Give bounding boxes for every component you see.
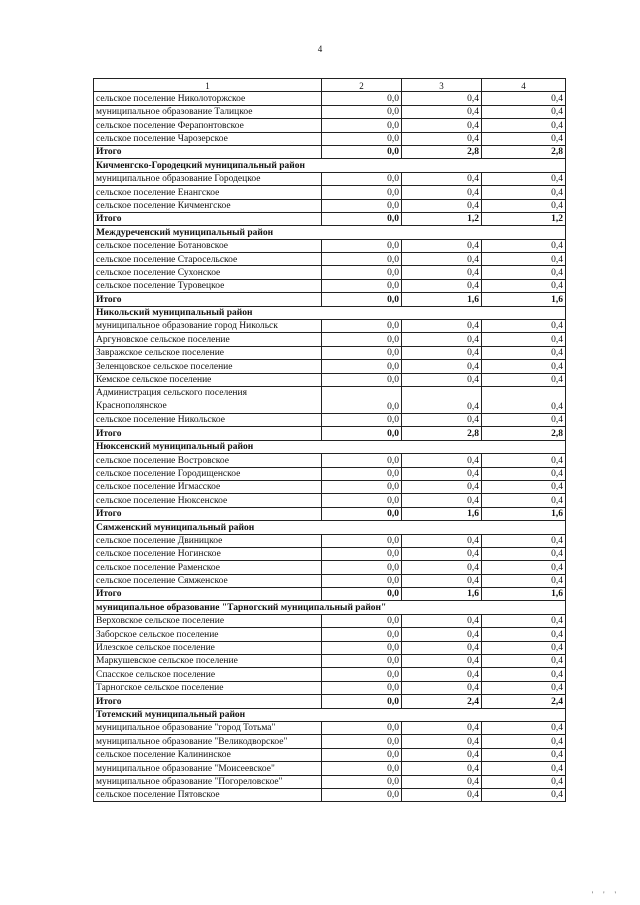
value-col-3-cell: 1,2 [402,212,482,225]
value-col-4-cell: 0,4 [482,105,566,118]
value-col-3-cell: 0,4 [402,494,482,507]
table-row [94,735,566,748]
value-col-3-cell: 0,4 [402,373,482,386]
value-col-4-cell: 0,4 [482,547,566,560]
district-heading-row [94,226,566,239]
value-col-4-cell: 0,4 [482,239,566,252]
table-row [94,454,566,467]
column-header-3: 3 [402,79,482,92]
column-header-1: 1 [94,79,322,92]
value-col-4-cell: 0,4 [482,628,566,641]
settlement-name-cell: сельское поселение Туровецкое [94,279,322,292]
settlement-name-cell: сельское поселение Старосельское [94,253,322,266]
value-col-2-cell: 0,0 [322,668,402,681]
value-col-4-cell: 0,4 [482,721,566,734]
value-col-4-cell: 0,4 [482,320,566,333]
settlement-name-cell: муниципальное образование "Погореловское" [94,775,322,788]
value-col-4-cell: 0,4 [482,494,566,507]
settlement-name-cell: сельское поселение Никольское [94,413,322,426]
district-name: Тотемский муниципальный район [94,708,566,721]
value-col-2-cell: 0,0 [322,239,402,252]
value-col-2-cell: 0,0 [322,266,402,279]
table-row [94,333,566,346]
value-col-4-cell: 0,4 [482,668,566,681]
value-col-3-cell: 0,4 [402,105,482,118]
value-col-3-cell: 0,4 [402,628,482,641]
value-col-2-cell: 0,0 [322,614,402,627]
value-col-3-cell: 0,4 [402,480,482,493]
settlement-name-cell: Зеленцовское сельское поселение [94,360,322,373]
settlement-name-cell: Верховское сельское поселение [94,614,322,627]
value-col-3-cell: 0,4 [402,454,482,467]
table-row [94,239,566,252]
value-col-3-cell: 0,4 [402,253,482,266]
value-col-2-cell: 0,0 [322,427,402,440]
value-col-2-cell: 0,0 [322,199,402,212]
value-col-2-cell: 0,0 [322,92,402,105]
total-row [94,293,566,306]
table-body [94,79,566,802]
value-col-2-cell: 0,0 [322,212,402,225]
value-col-2-cell: 0,0 [322,253,402,266]
settlement-name-cell: сельское поселение Чарозерское [94,132,322,145]
value-col-3-cell: 2,4 [402,695,482,708]
value-col-4-cell: 0,4 [482,172,566,185]
value-col-4-cell: 0,4 [482,641,566,654]
value-col-3-cell: 0,4 [402,92,482,105]
settlement-name-cell: Итого [94,427,322,440]
value-col-3-cell: 0,4 [402,132,482,145]
value-col-4-cell: 0,4 [482,454,566,467]
value-col-3-cell: 0,4 [402,386,482,413]
value-col-2-cell: 0,0 [322,145,402,158]
settlement-name-cell: сельское поселение Городищенское [94,467,322,480]
settlement-name-cell: сельское поселение Сямженское [94,574,322,587]
settlement-name-cell: Итого [94,695,322,708]
budget-table [93,78,566,802]
settlement-name-cell: Администрация сельского поселения Краснополянское [94,386,322,413]
settlement-name-cell: сельское поселение Ногинское [94,547,322,560]
value-col-4-cell: 0,4 [482,386,566,413]
table-row [94,186,566,199]
table-row [94,386,566,413]
settlement-name-cell: сельское поселение Нюксенское [94,494,322,507]
table-row [94,628,566,641]
value-col-4-cell: 2,8 [482,145,566,158]
value-col-2-cell: 0,0 [322,186,402,199]
table-row [94,360,566,373]
column-header-4: 4 [482,79,566,92]
settlement-name-cell: Заборское сельское поселение [94,628,322,641]
table-row [94,655,566,668]
table-row [94,266,566,279]
value-col-3-cell: 0,4 [402,186,482,199]
settlement-name-cell: Илезское сельское поселение [94,641,322,654]
value-col-2-cell: 0,0 [322,695,402,708]
district-name: Нюксенский муниципальный район [94,440,566,453]
value-col-2-cell: 0,0 [322,574,402,587]
value-col-4-cell: 1,6 [482,588,566,601]
value-col-4-cell: 0,4 [482,788,566,801]
settlement-name-cell: Итого [94,212,322,225]
table-row [94,199,566,212]
district-name: Кичменгско-Городецкий муниципальный район [94,159,566,172]
settlement-name-cell: муниципальное образование город Никольск [94,320,322,333]
value-col-4-cell: 2,4 [482,695,566,708]
value-col-4-cell: 0,4 [482,186,566,199]
table-row [94,346,566,359]
value-col-4-cell: 0,4 [482,735,566,748]
value-col-4-cell: 0,4 [482,360,566,373]
value-col-3-cell: 0,4 [402,788,482,801]
value-col-3-cell: 0,4 [402,172,482,185]
table-row [94,279,566,292]
value-col-2-cell: 0,0 [322,105,402,118]
total-row [94,588,566,601]
value-col-3-cell: 0,4 [402,735,482,748]
value-col-3-cell: 0,4 [402,413,482,426]
value-col-2-cell: 0,0 [322,735,402,748]
value-col-3-cell: 0,4 [402,239,482,252]
value-col-4-cell: 0,4 [482,413,566,426]
table-row [94,494,566,507]
district-heading-row [94,521,566,534]
district-heading-row [94,601,566,614]
page-number: 4 [317,44,323,54]
value-col-3-cell: 0,4 [402,534,482,547]
column-header-2: 2 [322,79,402,92]
settlement-name-cell: муниципальное образование "Великодворское" [94,735,322,748]
value-col-2-cell: 0,0 [322,132,402,145]
district-heading-row [94,159,566,172]
value-col-3-cell: 2,8 [402,427,482,440]
value-col-2-cell: 0,0 [322,119,402,132]
value-col-3-cell: 0,4 [402,614,482,627]
value-col-3-cell: 0,4 [402,346,482,359]
settlement-name-cell: муниципальное образование Городецкое [94,172,322,185]
value-col-2-cell: 0,0 [322,467,402,480]
value-col-3-cell: 0,4 [402,360,482,373]
value-col-2-cell: 0,0 [322,386,402,413]
value-col-4-cell: 0,4 [482,614,566,627]
scan-edge-mark: ' ' ' [591,890,620,899]
settlement-name-cell: Аргуновское сельское поселение [94,333,322,346]
value-col-2-cell: 0,0 [322,480,402,493]
value-col-4-cell: 0,4 [482,534,566,547]
value-col-2-cell: 0,0 [322,534,402,547]
table-row [94,788,566,801]
table-row [94,534,566,547]
value-col-3-cell: 0,4 [402,775,482,788]
value-col-2-cell: 0,0 [322,681,402,694]
value-col-2-cell: 0,0 [322,628,402,641]
value-col-3-cell: 0,4 [402,655,482,668]
settlement-name-cell: Кемское сельское поселение [94,373,322,386]
table-row [94,413,566,426]
district-name: Сямженский муниципальный район [94,521,566,534]
table-row [94,467,566,480]
value-col-3-cell: 0,4 [402,574,482,587]
settlement-name-cell: сельское поселение Пятовское [94,788,322,801]
value-col-2-cell: 0,0 [322,373,402,386]
value-col-4-cell: 0,4 [482,266,566,279]
total-row [94,212,566,225]
value-col-3-cell: 0,4 [402,199,482,212]
value-col-2-cell: 0,0 [322,413,402,426]
value-col-3-cell: 2,8 [402,145,482,158]
settlement-name-cell: сельское поселение Востровское [94,454,322,467]
table-row [94,480,566,493]
table-row [94,561,566,574]
value-col-2-cell: 0,0 [322,762,402,775]
district-name: муниципальное образование "Тарногский муниципальный район" [94,601,566,614]
district-heading-row [94,440,566,453]
value-col-3-cell: 0,4 [402,467,482,480]
value-col-2-cell: 0,0 [322,721,402,734]
value-col-3-cell: 0,4 [402,333,482,346]
settlement-name-cell: сельское поселение Калининское [94,748,322,761]
table-row [94,681,566,694]
settlement-name-cell: Завражское сельское поселение [94,346,322,359]
district-name: Междуреченский муниципальный район [94,226,566,239]
value-col-2-cell: 0,0 [322,588,402,601]
value-col-3-cell: 0,4 [402,119,482,132]
table-row [94,119,566,132]
table-row [94,253,566,266]
settlement-name-cell: сельское поселение Игмасское [94,480,322,493]
settlement-name-cell: муниципальное образование "Моисеевское" [94,762,322,775]
table-row [94,574,566,587]
table-row [94,547,566,560]
table-row [94,92,566,105]
value-col-2-cell: 0,0 [322,641,402,654]
value-col-4-cell: 0,4 [482,119,566,132]
settlement-name-cell: сельское поселение Кичменгское [94,199,322,212]
value-col-4-cell: 0,4 [482,333,566,346]
value-col-3-cell: 0,4 [402,320,482,333]
settlement-name-cell: Итого [94,145,322,158]
value-col-3-cell: 0,4 [402,762,482,775]
settlement-name-cell: сельское поселение Двиницкое [94,534,322,547]
value-col-4-cell: 0,4 [482,346,566,359]
settlement-name-cell: Итого [94,507,322,520]
value-col-3-cell: 0,4 [402,748,482,761]
settlement-name-cell: сельское поселение Сухонское [94,266,322,279]
district-heading-row [94,708,566,721]
value-col-2-cell: 0,0 [322,507,402,520]
table-row [94,775,566,788]
settlement-name-cell: Итого [94,588,322,601]
settlement-name-cell: сельское поселение Николоторжское [94,92,322,105]
value-col-2-cell: 0,0 [322,279,402,292]
value-col-3-cell: 0,4 [402,266,482,279]
value-col-2-cell: 0,0 [322,494,402,507]
settlement-name-cell: Тарногское сельское поселение [94,681,322,694]
value-col-4-cell: 0,4 [482,762,566,775]
value-col-2-cell: 0,0 [322,360,402,373]
settlement-name-cell: муниципальное образование "город Тотьма" [94,721,322,734]
total-row [94,427,566,440]
value-col-2-cell: 0,0 [322,454,402,467]
table-row [94,320,566,333]
value-col-4-cell: 0,4 [482,480,566,493]
value-col-2-cell: 0,0 [322,293,402,306]
value-col-2-cell: 0,0 [322,655,402,668]
table-row [94,132,566,145]
value-col-2-cell: 0,0 [322,547,402,560]
table-row [94,172,566,185]
table-row [94,668,566,681]
value-col-2-cell: 0,0 [322,748,402,761]
value-col-2-cell: 0,0 [322,320,402,333]
settlement-name-cell: муниципальное образование Талицкое [94,105,322,118]
value-col-4-cell: 1,6 [482,507,566,520]
total-row [94,145,566,158]
value-col-4-cell: 0,4 [482,253,566,266]
table-row [94,762,566,775]
table-header-row [94,79,566,92]
total-row [94,507,566,520]
settlement-name-cell: Спасское сельское поселение [94,668,322,681]
value-col-2-cell: 0,0 [322,775,402,788]
table-row [94,641,566,654]
value-col-4-cell: 0,4 [482,373,566,386]
value-col-2-cell: 0,0 [322,788,402,801]
value-col-3-cell: 1,6 [402,507,482,520]
settlement-name-cell: сельское поселение Ферапонтовское [94,119,322,132]
value-col-3-cell: 1,6 [402,293,482,306]
value-col-4-cell: 1,2 [482,212,566,225]
value-col-4-cell: 0,4 [482,775,566,788]
value-col-3-cell: 0,4 [402,681,482,694]
table-row [94,105,566,118]
value-col-3-cell: 1,6 [402,588,482,601]
value-col-3-cell: 0,4 [402,279,482,292]
value-col-2-cell: 0,0 [322,561,402,574]
district-name: Никольский муниципальный район [94,306,566,319]
value-col-4-cell: 0,4 [482,748,566,761]
table-row [94,721,566,734]
settlement-name-cell: сельское поселение Раменское [94,561,322,574]
value-col-4-cell: 0,4 [482,655,566,668]
value-col-4-cell: 0,4 [482,199,566,212]
value-col-3-cell: 0,4 [402,547,482,560]
value-col-3-cell: 0,4 [402,668,482,681]
value-col-2-cell: 0,0 [322,333,402,346]
table-row [94,373,566,386]
settlement-name-cell: сельское поселение Ботановское [94,239,322,252]
value-col-4-cell: 0,4 [482,681,566,694]
value-col-4-cell: 1,6 [482,293,566,306]
value-col-4-cell: 2,8 [482,427,566,440]
value-col-4-cell: 0,4 [482,132,566,145]
value-col-4-cell: 0,4 [482,92,566,105]
table-row [94,614,566,627]
value-col-2-cell: 0,0 [322,172,402,185]
total-row [94,695,566,708]
value-col-4-cell: 0,4 [482,561,566,574]
value-col-4-cell: 0,4 [482,574,566,587]
value-col-3-cell: 0,4 [402,721,482,734]
table-row [94,748,566,761]
district-heading-row [94,306,566,319]
value-col-3-cell: 0,4 [402,561,482,574]
value-col-4-cell: 0,4 [482,467,566,480]
settlement-name-cell: сельское поселение Енангское [94,186,322,199]
value-col-2-cell: 0,0 [322,346,402,359]
value-col-3-cell: 0,4 [402,641,482,654]
settlement-name-cell: Итого [94,293,322,306]
value-col-4-cell: 0,4 [482,279,566,292]
settlement-name-cell: Маркушевское сельское поселение [94,655,322,668]
